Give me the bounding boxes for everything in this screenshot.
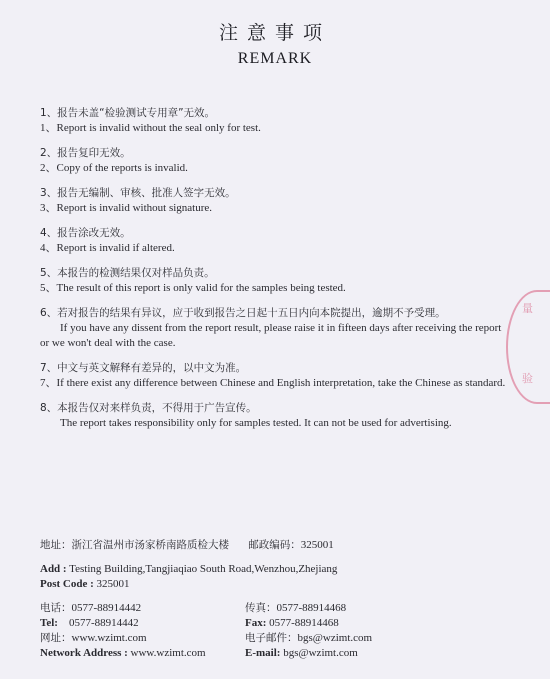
address-en-row: Add : Testing Building,Tangjiaqiao South Road,Wenzhou,Zhejiang [40,563,338,575]
remark-cn: 4、报告涂改无效。 [40,227,131,239]
tel-en-row: Tel: 0577-88914442 Fax: 0577-88914468 [40,617,339,629]
remark-item-2 [40,146,510,176]
remark-en: 5、The result of this report is only valid for the samples being tested. [40,282,346,294]
remark-item-6 [40,306,510,351]
remark-item-3 [40,186,510,216]
web-cn-row: 网址：www.wzimt.com 电子邮件：bgs@wzimt.com [40,632,373,644]
website-link[interactable]: www.wzimt.com [130,647,206,659]
remark-item-4 [40,226,510,256]
remark-en: 4、Report is invalid if altered. [40,242,175,254]
remark-cn: 3、报告无编制、审核、批准人签字无效。 [40,187,236,199]
page-title-cn: 注意事项 [218,22,331,44]
tel-cn-value: 0577-88914442 [71,602,142,614]
remark-en: 1、Report is invalid without the seal only for test. [40,122,261,134]
remark-en: 2、Copy of the reports is invalid. [40,162,188,174]
contact-footer [40,538,520,661]
remark-item-7 [40,361,510,391]
web-en-row: Network Address : www.wzimt.com E-mail: bgs@wzimt.com [40,647,358,659]
remark-en: 7、If there exist any difference between Chinese and English interpretation, take the Chinese as standard. [40,377,506,389]
remark-cn: 2、报告复印无效。 [40,147,131,159]
remark-item-5 [40,266,510,296]
email-link[interactable]: bgs@wzimt.com [283,647,358,659]
remark-cn: 5、本报告的检测结果仅对样品负责。 [40,267,215,279]
page-title-en: REMARK [237,50,313,67]
remark-cn: 7、中文与英文解释有差异的，以中文为准。 [40,362,247,374]
remark-cn: 8、本报告仅对来样负责，不得用于广告宣传。 [40,402,257,414]
remark-en: The report takes responsibility only for samples tested. It can not be used for advertising. [60,417,452,429]
remark-cn: 6、若对报告的结果有异议，应于收到报告之日起十五日内向本院提出，逾期不予受理。 [40,307,446,319]
postcode-en-row: Post Code : 325001 [40,578,130,590]
remark-cn: 1、报告未盖“检验测试专用章”无效。 [40,107,216,119]
seal-stamp: 量 验 [506,290,550,404]
email-link-cn[interactable]: bgs@wzimt.com [297,632,373,644]
remark-item-8 [40,401,510,431]
remark-list [40,106,510,441]
tel-cn-row: 电话：0577-88914442 传真：0577-88914468 [40,602,347,614]
remark-item-1 [40,106,510,136]
remark-en: If you have any dissent from the report result, please raise it in fifteen days after receiving the report or we won't deal with the case. [40,322,502,349]
address-cn-row: 地址：浙江省温州市汤家桥南路质检大楼 邮政编码：325001 [40,539,334,551]
website-link-cn[interactable]: www.wzimt.com [71,632,147,644]
remark-en: 3、Report is invalid without signature. [40,202,213,214]
